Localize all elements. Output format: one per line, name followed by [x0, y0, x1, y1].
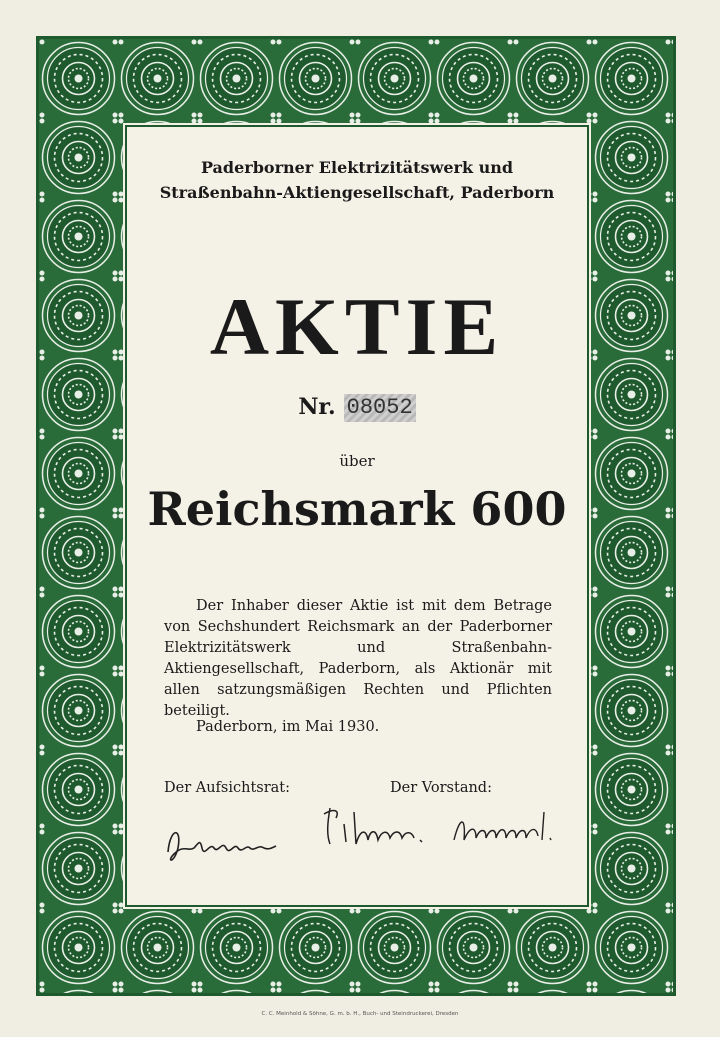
share-number-label: Nr. — [298, 394, 336, 420]
executive-board-label: Der Vorstand: — [390, 780, 492, 796]
place-and-date: Paderborn, im Mai 1930. — [196, 719, 380, 735]
share-amount: Reichsmark 600 — [147, 482, 567, 536]
company-name-line-1: Paderborner Elektrizitätswerk und — [200, 158, 514, 177]
company-name-line-2: Straßenbahn-Aktiengesellschaft, Paderborn — [159, 183, 555, 202]
signature-executive-1 — [320, 800, 440, 852]
share-body-text: Der Inhaber dieser Aktie ist mit dem Betrage von Sechshundert Reichsmark an der Paderborner Elektrizitätswerk und Straßenbahn-Aktiengesellschaft, Paderborn, als Aktionär mit allen satzungsmäßigen Rechten und Pflichten beteiligt. — [164, 598, 552, 719]
share-number — [125, 394, 589, 422]
printer-imprint: C. C. Meinhold & Söhne, G. m. b. H., Buch- und Steindruckerei, Dresden — [261, 1011, 459, 1017]
signature-supervisory — [160, 818, 280, 868]
certificate-title: AKTIE — [209, 281, 505, 372]
over-word: über — [339, 452, 375, 470]
share-number-value: 08052 — [344, 394, 416, 422]
supervisory-board-label: Der Aufsichtsrat: — [164, 780, 291, 796]
signature-executive-2 — [448, 806, 558, 852]
